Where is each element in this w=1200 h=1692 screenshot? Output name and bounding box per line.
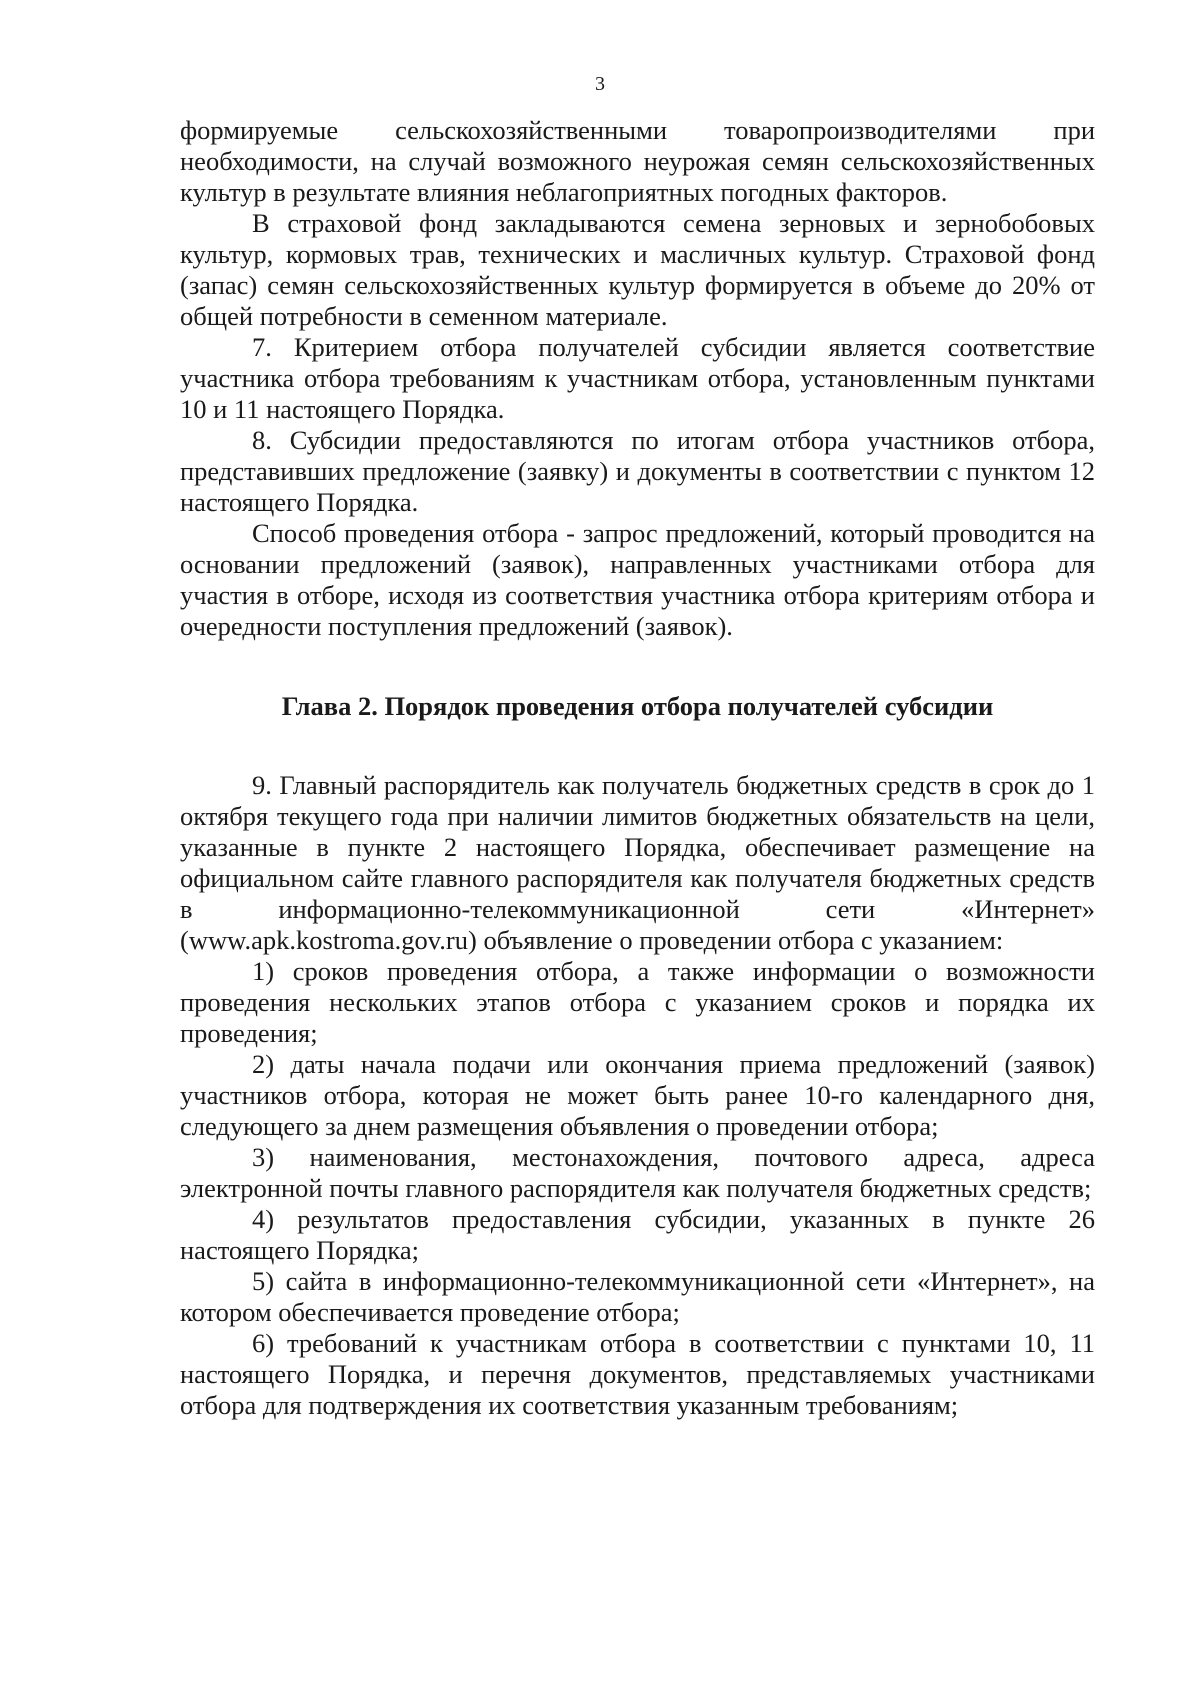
list-item-1: 1) сроков проведения отбора, а также информации о возможности проведения нескольких этапов отбора с указанием сроков и порядка их проведения; [180,956,1095,1048]
list-item-6: 6) требований к участникам отбора в соответствии с пунктами 10, 11 настоящего Порядка, и перечня документов, представляемых участниками отбора для подтверждения их соответствия указанным требованиям; [180,1328,1095,1420]
paragraph-selection-method: Способ проведения отбора - запрос предложений, который проводится на основании предложений (заявок), направленных участниками отбора для участия в отборе, исходя из соответствия участника отбора критериям отбора и очередности поступления предложений (заявок). [180,518,1095,641]
paragraph-insurance-fund: В страховой фонд закладываются семена зерновых и зернобобовых культур, кормовых трав, технических и масличных культур. Страховой фонд (запас) семян сельскохозяйственных культур формируется в объеме до 20% от общей потребности в семенном материале. [180,208,1095,331]
list-item-4: 4) результатов предоставления субсидии, указанных в пункте 26 настоящего Порядка; [180,1204,1095,1265]
page-number: 3 [595,73,605,95]
paragraph-item-9: 9. Главный распорядитель как получатель бюджетных средств в срок до 1 октября текущего года при наличии лимитов бюджетных обязательств на цели, указанные в пункте 2 настоящего Порядка, обеспечивает размещение на официальном сайте главного распорядителя как получателя бюджетных средств в информационно-телекоммуникационной сети «Интернет» (www.apk.kostroma.gov.ru) объявление о проведении отбора с указанием: [180,770,1095,955]
list-item-5: 5) сайта в информационно-телекоммуникационной сети «Интернет», на котором обеспечивается проведение отбора; [180,1266,1095,1327]
list-item-2: 2) даты начала подачи или окончания приема предложений (заявок) участников отбора, которая не может быть ранее 10-го календарного дня, следующего за днем размещения объявления о проведении отбора; [180,1049,1095,1141]
paragraph-item-8: 8. Субсидии предоставляются по итогам отбора участников отбора, представивших предложение (заявку) и документы в соответствии с пунктом 12 настоящего Порядка. [180,425,1095,517]
paragraph-item-7: 7. Критерием отбора получателей субсидии является соответствие участника отбора требованиям к участникам отбора, установленным пунктами 10 и 11 настоящего Порядка. [180,332,1095,424]
document-body [180,115,1095,1421]
list-item-3: 3) наименования, местонахождения, почтового адреса, адреса электронной почты главного распорядителя как получателя бюджетных средств; [180,1142,1095,1203]
chapter-title: Глава 2. Порядок проведения отбора получателей субсидии [281,691,994,721]
paragraph-continuation: формируемые сельскохозяйственными товаропроизводителями при необходимости, на случай возможного неурожая семян сельскохозяйственных культур в результате влияния неблагоприятных погодных факторов. [180,115,1095,207]
